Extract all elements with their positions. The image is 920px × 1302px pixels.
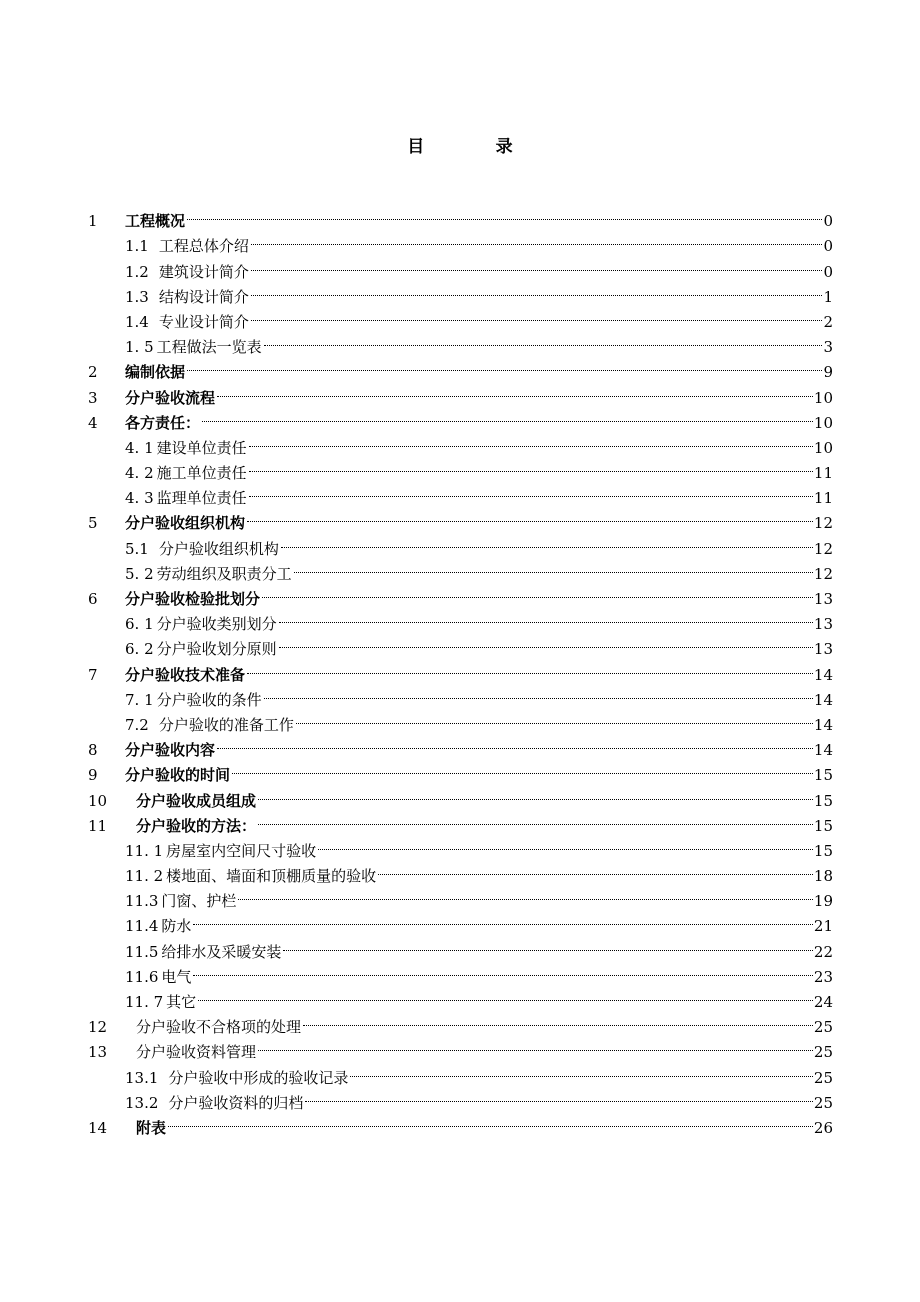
toc-dot-leader: [251, 251, 823, 276]
toc-dot-leader: [305, 1083, 812, 1108]
toc-dot-leader: [251, 226, 823, 251]
toc-entry-page: 9: [823, 363, 833, 382]
toc-entry-page: 3: [823, 338, 833, 357]
toc-entry-number: 1.2: [125, 262, 149, 281]
toc-entry-number: 1.1: [125, 237, 149, 256]
toc-dot-leader: [238, 881, 812, 906]
toc-entry-number: 14: [88, 1118, 108, 1137]
toc-dot-leader: [378, 856, 813, 881]
toc-entry-label: 分户验收组织机构: [158, 539, 279, 558]
toc-entry-page: 25: [813, 1043, 833, 1062]
toc-dot-leader: [187, 201, 822, 226]
toc-entry-number: 11.3: [125, 892, 159, 911]
toc-entry-page: 12: [813, 514, 833, 533]
toc-dot-leader: [264, 327, 823, 352]
toc-entry[interactable]: [88, 1007, 833, 1037]
toc-dot-leader: [193, 957, 812, 982]
toc-entry-page: 15: [813, 766, 833, 785]
toc-entry-page: 18: [813, 867, 833, 886]
toc-dot-leader: [198, 982, 813, 1007]
toc-entry-page: 0: [823, 237, 833, 256]
toc-entry-label: 监理单位责任: [156, 489, 247, 508]
toc-entry[interactable]: [88, 856, 833, 886]
toc-dot-leader: [294, 554, 813, 579]
toc-entry-page: 13: [813, 615, 833, 634]
toc-entry-label: 工程做法一览表: [156, 338, 262, 357]
toc-entry-label: 楼地面、墙面和顶棚质量的验收: [166, 867, 377, 886]
toc-entry[interactable]: [88, 201, 833, 231]
toc-entry-number: 10: [88, 791, 108, 810]
toc-entry-page: 25: [813, 1093, 833, 1112]
toc-dot-leader: [264, 680, 813, 705]
toc-entry[interactable]: [88, 377, 833, 407]
toc-entry-number: 1.4: [125, 312, 149, 331]
toc-entry-label: 分户验收成员组成: [136, 791, 257, 810]
toc-entry-number: 4. 3: [125, 489, 154, 508]
toc-entry-label: 给排水及采暖安装: [161, 942, 282, 961]
toc-entry-number: 5: [88, 514, 98, 533]
toc-entry[interactable]: [88, 1057, 833, 1087]
toc-entry[interactable]: [88, 957, 833, 986]
toc-entry-page: 14: [813, 665, 833, 684]
toc-dot-leader: [283, 931, 812, 956]
toc-entry-label: 编制依据: [125, 363, 186, 382]
toc-dot-leader: [168, 1108, 813, 1133]
toc-dot-leader: [258, 780, 813, 805]
toc-entry[interactable]: [88, 1083, 833, 1112]
toc-entry[interactable]: [88, 478, 833, 508]
toc-entry-page: 19: [813, 892, 833, 911]
toc-dot-leader: [249, 478, 813, 503]
toc-dot-leader: [279, 629, 813, 654]
toc-entry[interactable]: [88, 277, 833, 306]
toc-entry[interactable]: [88, 906, 833, 936]
toc-entry-number: 6. 1: [125, 615, 154, 634]
toc-dot-leader: [258, 806, 813, 831]
toc-entry-page: 26: [813, 1118, 833, 1137]
toc-entry-label: 分户验收的条件: [156, 690, 262, 709]
toc-entry-label: 建筑设计简介: [158, 262, 249, 281]
toc-entry[interactable]: [88, 503, 833, 533]
toc-entry[interactable]: [88, 831, 833, 860]
page-title: 目 录: [407, 137, 540, 157]
toc-entry-page: 14: [813, 741, 833, 760]
toc-entry-page: 14: [813, 690, 833, 709]
toc-entry[interactable]: [88, 453, 833, 483]
toc-entry-page: 15: [813, 791, 833, 810]
toc-entry-label: 分户验收的方法：: [136, 816, 257, 835]
toc-dot-leader: [202, 403, 813, 428]
toc-dot-leader: [193, 906, 812, 931]
toc-entry-number: 12: [88, 1018, 108, 1037]
toc-entry-number: 4: [88, 413, 98, 432]
toc-entry[interactable]: [88, 428, 833, 457]
toc-entry-page: 24: [813, 993, 833, 1011]
toc-entry-page: 10: [813, 438, 833, 457]
toc-entry-label: 分户验收不合格项的处理: [136, 1018, 302, 1037]
toc-entry-number: 11: [88, 816, 108, 835]
toc-entry-number: 11.6: [125, 967, 159, 986]
toc-entry-label: 分户验收内容: [125, 741, 216, 760]
table-of-contents: [88, 201, 833, 1137]
toc-entry-label: 分户验收的时间: [125, 766, 231, 785]
toc-dot-leader: [187, 352, 822, 377]
toc-entry[interactable]: [88, 806, 833, 835]
toc-entry-label: 施工单位责任: [156, 464, 247, 483]
toc-entry-label: 分户验收中形成的验收记录: [168, 1068, 349, 1087]
toc-entry-label: 分户验收资料的归档: [168, 1093, 304, 1112]
toc-entry-number: 7.2: [125, 715, 149, 734]
toc-entry-label: 电气: [161, 967, 192, 986]
toc-entry-label: 房屋室内空间尺寸验收: [166, 841, 317, 860]
toc-entry-number: 3: [88, 388, 98, 407]
toc-entry-page: 2: [823, 312, 833, 331]
toc-entry-number: 11.5: [125, 942, 159, 961]
toc-dot-leader: [249, 453, 813, 478]
toc-entry-label: 其它: [166, 993, 197, 1011]
toc-entry[interactable]: [88, 680, 833, 709]
toc-entry[interactable]: [88, 982, 833, 1011]
toc-entry-number: 13: [88, 1043, 108, 1062]
toc-entry[interactable]: [88, 780, 833, 810]
toc-entry-label: 结构设计简介: [158, 287, 249, 306]
toc-dot-leader: [217, 730, 813, 755]
toc-dot-leader: [296, 705, 813, 730]
toc-entry-page: 0: [823, 212, 833, 231]
toc-dot-leader: [232, 755, 813, 780]
toc-entry-number: 5. 2: [125, 564, 154, 583]
toc-dot-leader: [251, 302, 823, 327]
toc-entry-number: 11. 7: [125, 993, 164, 1011]
toc-entry-label: 分户验收检验批划分: [125, 590, 261, 608]
toc-entry[interactable]: [88, 1108, 833, 1137]
toc-entry-label: 附表: [136, 1118, 167, 1137]
toc-entry-page: 25: [813, 1018, 833, 1037]
toc-entry-number: 9: [88, 766, 98, 785]
toc-entry-label: 防水: [161, 917, 192, 936]
toc-entry-page: 11: [813, 464, 833, 483]
toc-entry[interactable]: [88, 302, 833, 331]
toc-dot-leader: [279, 604, 813, 629]
toc-entry-page: 1: [823, 287, 833, 306]
toc-entry[interactable]: [88, 554, 833, 583]
toc-entry[interactable]: [88, 705, 833, 734]
toc-dot-leader: [258, 1032, 813, 1057]
toc-dot-leader: [281, 528, 813, 553]
toc-dot-leader: [247, 654, 813, 679]
toc-entry-page: 22: [813, 942, 833, 961]
toc-entry-label: 分户验收流程: [125, 388, 216, 407]
toc-entry[interactable]: [88, 579, 833, 608]
toc-entry-page: 15: [813, 816, 833, 835]
toc-entry-page: 12: [813, 539, 833, 558]
toc-entry-number: 6. 2: [125, 640, 154, 659]
toc-entry-page: 13: [813, 590, 833, 608]
toc-entry[interactable]: [88, 881, 833, 911]
toc-entry[interactable]: [88, 327, 833, 357]
toc-dot-leader: [249, 428, 813, 453]
toc-entry[interactable]: [88, 931, 833, 961]
toc-entry-page: 15: [813, 841, 833, 860]
toc-entry-label: 工程总体介绍: [158, 237, 249, 256]
toc-entry-label: 劳动组织及职责分工: [156, 564, 292, 583]
toc-entry-number: 6: [88, 590, 98, 608]
toc-entry-number: 7: [88, 665, 98, 684]
toc-entry[interactable]: [88, 1032, 833, 1062]
toc-entry-page: 11: [813, 489, 833, 508]
toc-dot-leader: [217, 377, 813, 402]
toc-entry-label: 建设单位责任: [156, 438, 247, 457]
toc-entry-page: 25: [813, 1068, 833, 1087]
toc-entry[interactable]: [88, 226, 833, 256]
toc-dot-leader: [350, 1057, 812, 1082]
toc-entry-label: 分户验收的准备工作: [158, 715, 294, 734]
toc-entry-page: 10: [813, 388, 833, 407]
toc-entry[interactable]: [88, 251, 833, 281]
toc-entry-page: 0: [823, 262, 833, 281]
toc-entry-number: 1: [88, 212, 98, 231]
toc-entry-page: 14: [813, 715, 833, 734]
toc-dot-leader: [247, 503, 813, 528]
toc-entry-number: 1.3: [125, 287, 149, 306]
toc-dot-leader: [251, 277, 823, 302]
toc-entry-number: 4. 2: [125, 464, 154, 483]
toc-entry-page: 10: [813, 413, 833, 432]
toc-entry-page: 12: [813, 564, 833, 583]
toc-entry-label: 分户验收类别划分: [156, 615, 277, 634]
toc-entry-label: 分户验收资料管理: [136, 1043, 257, 1062]
toc-entry[interactable]: [88, 604, 833, 634]
toc-entry-number: 8: [88, 741, 98, 760]
toc-entry-label: 各方责任：: [125, 413, 201, 432]
toc-entry[interactable]: [88, 755, 833, 785]
toc-entry[interactable]: [88, 629, 833, 659]
toc-entry-label: 工程概况: [125, 212, 186, 231]
toc-entry-number: 5.1: [125, 539, 149, 558]
toc-entry-number: 11. 1: [125, 841, 164, 860]
toc-entry-label: 门窗、护栏: [161, 892, 237, 911]
toc-entry-number: 13.2: [125, 1093, 159, 1112]
toc-dot-leader: [303, 1007, 813, 1032]
toc-entry-number: 4. 1: [125, 438, 154, 457]
toc-entry[interactable]: [88, 730, 833, 760]
toc-entry-page: 21: [813, 917, 833, 936]
toc-entry-number: 11. 2: [125, 867, 164, 886]
toc-entry-label: 分户验收划分原则: [156, 640, 277, 659]
toc-entry-number: 7. 1: [125, 690, 154, 709]
toc-entry-number: 11.4: [125, 917, 159, 936]
toc-entry[interactable]: [88, 528, 833, 558]
toc-entry-number: 1. 5: [125, 338, 154, 357]
toc-entry[interactable]: [88, 403, 833, 432]
toc-entry-number: 2: [88, 363, 98, 382]
toc-entry-page: 13: [813, 640, 833, 659]
toc-dot-leader: [318, 831, 813, 856]
toc-entry-label: 分户验收组织机构: [125, 514, 246, 533]
toc-entry[interactable]: [88, 352, 833, 382]
toc-dot-leader: [262, 579, 813, 604]
toc-entry[interactable]: [88, 654, 833, 684]
toc-entry-number: 13.1: [125, 1068, 159, 1087]
toc-entry-label: 专业设计简介: [158, 312, 249, 331]
toc-entry-label: 分户验收技术准备: [125, 665, 246, 684]
toc-entry-page: 23: [813, 967, 833, 986]
